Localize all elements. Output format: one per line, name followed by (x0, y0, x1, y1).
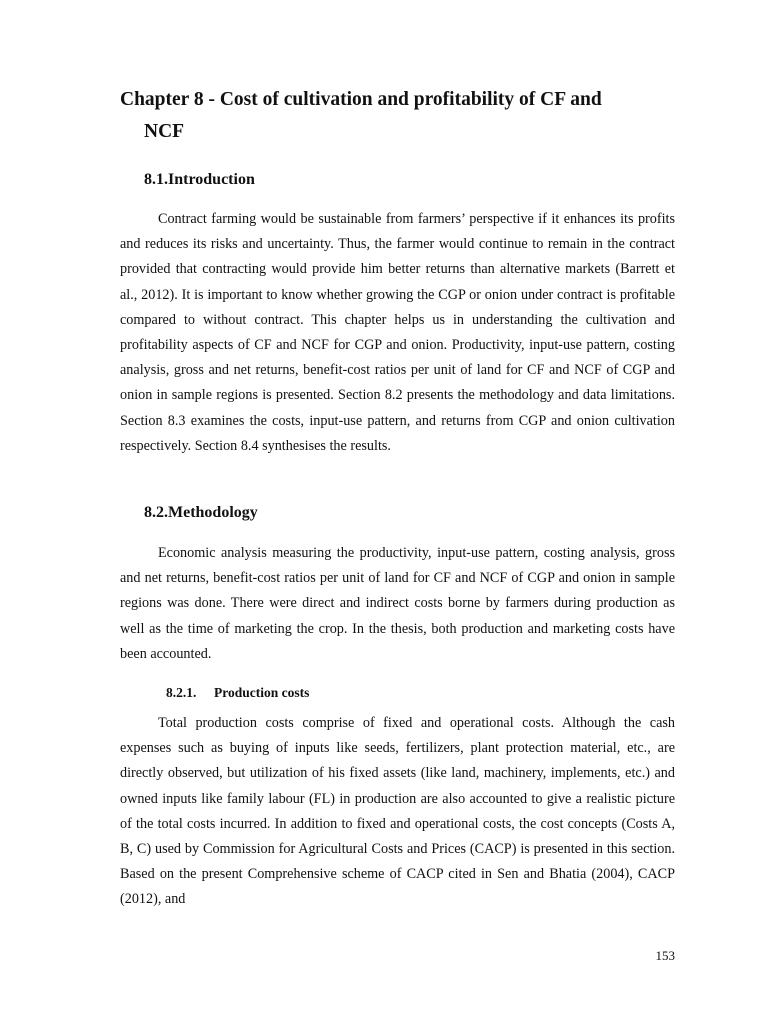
subsection-number: 8.2.1. (166, 685, 197, 700)
chapter-title-line-2: NCF (144, 121, 185, 142)
subsection-title: Production costs (214, 685, 310, 700)
chapter-title-line-1: Chapter 8 - Cost of cultivation and profitability of CF and (120, 89, 602, 110)
production-costs-paragraph: Total production costs comprise of fixed and operational costs. Although the cash expenses such as buying of inputs like seeds, fertilizers, plant protection material, etc., are directly observed, but utilization of his fixed assets (like land, machinery, implements, etc.) and owned inputs like family labour (FL) in production are also accounted to give a realistic picture of the total costs incurred. In addition to fixed and operational costs, the cost concepts (Costs A, B, C) used by Commission for Agricultural Costs and Prices (CACP) is presented in this section. Based on the present Comprehensive scheme of CACP cited in Sen and Bhatia (2004), CACP (2012), and (120, 715, 675, 908)
chapter-title (120, 84, 680, 148)
page-number: 153 (655, 948, 675, 963)
section-heading-introduction: 8.1.Introduction (144, 171, 255, 188)
introduction-paragraph: Contract farming would be sustainable from farmers’ perspective if it enhances its profits and reduces its risks and uncertainty. Thus, the farmer would continue to remain in the contract provided that contracting would provide him better returns than alternative markets (Barrett et al., 2012). It is important to know whether growing the CGP or onion under contract is profitable compared to without contract. This chapter helps us in understanding the cultivation and profitability aspects of CF and NCF for CGP and onion. Productivity, input-use pattern, costing analysis, gross and net returns, benefit-cost ratios per unit of land for CF and NCF of CGP and onion in sample regions is presented. Section 8.2 presents the methodology and data limitations. Section 8.3 examines the costs, input-use pattern, and returns from CGP and onion cultivation respectively. Section 8.4 synthesises the results. (120, 211, 675, 454)
subsection-heading-production-costs (166, 684, 309, 702)
methodology-paragraph: Economic analysis measuring the productivity, input-use pattern, costing analysis, gross and net returns, benefit-cost ratios per unit of land for CF and NCF of CGP and onion in sample regions was done. There were direct and indirect costs borne by farmers during production as well as the time of marketing the crop. In the thesis, both production and marketing costs have been accounted. (120, 545, 675, 662)
section-heading-methodology: 8.2.Methodology (144, 504, 258, 521)
